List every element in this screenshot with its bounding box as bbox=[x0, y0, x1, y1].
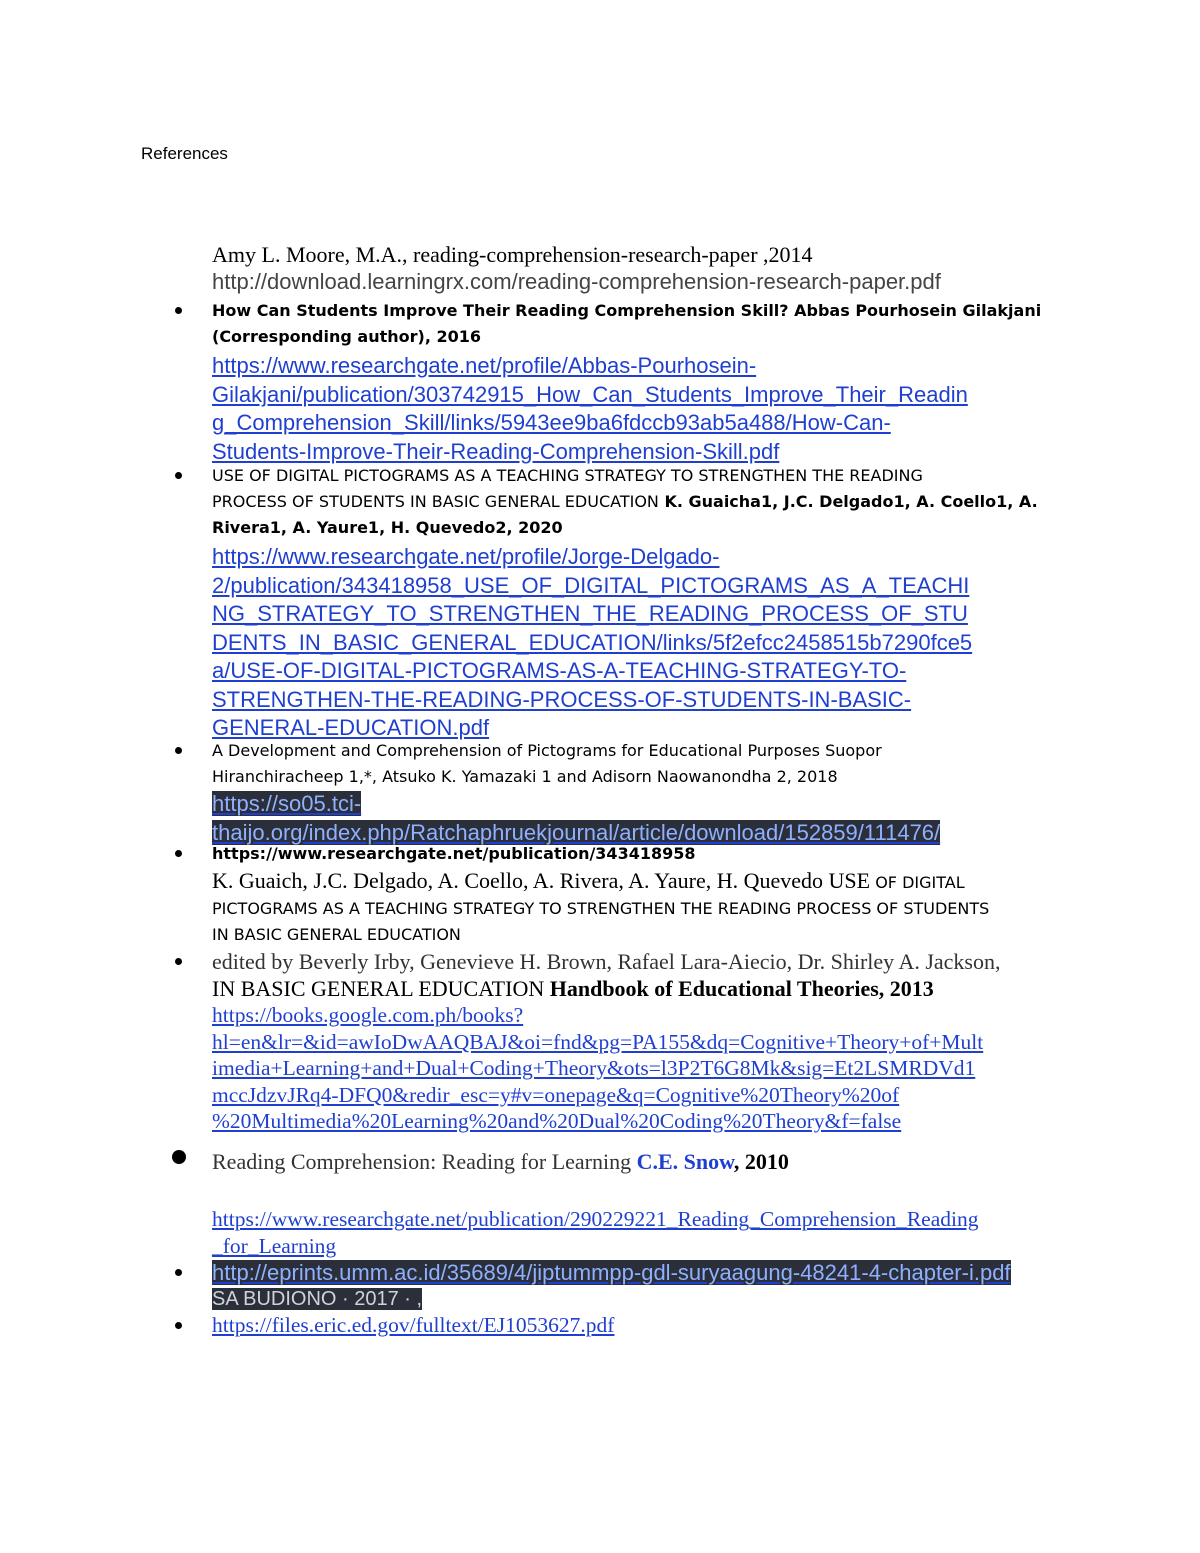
reference-item-9 bbox=[212, 1312, 1072, 1339]
bullet-icon bbox=[175, 307, 182, 314]
reference-link[interactable]: https://books.google.com.ph/books? hl=en&lr=&id=awIoDwAAQBAJ&oi=fnd&pg=PA155&dq=Cognitive+Theory+of+Mult imedia+Learning+and+Dual+Coding+Theory&ots=l3P2T6G8Mk&sig=Et2LSMRDVd1 mccJdzvJRq4-DFQ0&redir_esc=y#v=onepage&q=Cognitive%20Theory%20of %20Multimedia%20Learning%20and%20Dual%20Coding%20Theory&f=false bbox=[212, 1003, 984, 1133]
reference-text: Amy L. Moore, M.A., reading-comprehension-research-paper ,2014 bbox=[212, 242, 813, 267]
reference-item-6 bbox=[212, 948, 1072, 1135]
reference-title: OF DIGITAL bbox=[870, 873, 965, 892]
reference-item-4 bbox=[212, 738, 1072, 847]
reference-item-7 bbox=[212, 1148, 1072, 1259]
reference-title: Reading Comprehension: Reading for Learning bbox=[212, 1149, 637, 1174]
bullet-icon bbox=[175, 747, 182, 754]
reference-link[interactable]: https://www.researchgate.net/profile/Abbas-Pourhosein- Gilakjani/publication/303742915_How_Can_Students_Improve_Their_Readin g_Comprehension_Skill/links/5943ee9ba6fdccb93ab5a488/How-Can- Students-Improve-Their-Reading-Comprehension-Skill.pdf bbox=[212, 353, 968, 464]
reference-item-3 bbox=[212, 463, 1072, 743]
reference-title-cont: (Corresponding author), 2016 bbox=[212, 327, 481, 346]
bullet-icon bbox=[172, 1150, 186, 1164]
reference-url[interactable]: https://www.researchgate.net/publication/343418958 bbox=[212, 844, 696, 863]
page-title: References bbox=[141, 144, 228, 163]
reference-subtitle: IN BASIC GENERAL EDUCATION bbox=[212, 976, 550, 1001]
reference-authors: Hiranchiracheep 1,*, Atsuko K. Yamazaki 1 and Adisorn Naowanondha 2, 2018 bbox=[212, 767, 838, 786]
reference-title-cont: PICTOGRAMS AS A TEACHING STRATEGY TO STRENGTHEN THE READING PROCESS OF STUDENTS bbox=[212, 899, 990, 918]
reference-editors: edited by Beverly Irby, Genevieve H. Brown, Rafael Lara-Aiecio, Dr. Shirley A. Jackson, bbox=[212, 949, 1001, 974]
reference-item-1 bbox=[212, 241, 1072, 296]
bullet-icon bbox=[175, 1322, 182, 1329]
reference-title: USE OF DIGITAL PICTOGRAMS AS A TEACHING STRATEGY TO STRENGTHEN THE READING bbox=[212, 466, 923, 485]
reference-authors-cont: Rivera1, A. Yaure1, H. Quevedo2, 2020 bbox=[212, 518, 563, 537]
bullet-icon bbox=[175, 472, 182, 479]
reference-title: Handbook of Educational Theories, 2013 bbox=[549, 976, 934, 1001]
reference-authors: K. Guaicha1, J.C. Delgado1, A. Coello1, A. bbox=[658, 492, 1038, 511]
reference-title: A Development and Comprehension of Pictograms for Educational Purposes Suopor bbox=[212, 741, 882, 760]
reference-link[interactable]: https://files.eric.ed.gov/fulltext/EJ1053627.pdf bbox=[212, 1313, 615, 1337]
reference-note: SA BUDIONO · 2017 · , bbox=[212, 1288, 423, 1310]
reference-item-2 bbox=[212, 298, 1072, 466]
reference-title: How Can Students Improve Their Reading Comprehension Skill? Abbas Pourhosein Gilakjani bbox=[212, 301, 1042, 320]
reference-url: http://download.learningrx.com/reading-comprehension-research-paper.pdf bbox=[212, 269, 941, 294]
reference-link[interactable]: https://www.researchgate.net/publication/290229221_Reading_Comprehension_Reading _for_Learning bbox=[212, 1207, 979, 1258]
bullet-icon bbox=[175, 850, 182, 857]
reference-author: C.E. Snow bbox=[636, 1149, 734, 1174]
reference-item-5 bbox=[212, 841, 1072, 948]
reference-link[interactable]: http://eprints.umm.ac.id/35689/4/jiptummpp-gdl-suryaagung-48241-4-chapter-i.pdf bbox=[212, 1260, 1011, 1285]
bullet-icon bbox=[175, 1269, 182, 1276]
reference-item-8 bbox=[212, 1259, 1072, 1312]
reference-link[interactable]: https://www.researchgate.net/profile/Jorge-Delgado- 2/publication/343418958_USE_OF_DIGITAL_PICTOGRAMS_AS_A_TEACHI NG_STRATEGY_TO_STRENGTHEN_THE_READING_PROCESS_OF_STU DENTS_IN_BASIC_GENERAL_EDUCATION/links/5f2efcc2458515b7290fce5 a/USE-OF-DIGITAL-PICTOGRAMS-AS-A-TEACHING-STRATEGY-TO- STRENGTHEN-THE-READING-PROCESS-OF-STUDENTS-IN-BASIC- GENERAL-EDUCATION.pdf bbox=[212, 544, 973, 740]
reference-link[interactable]: https://so05.tci- thaijo.org/index.php/Ratchaphruekjournal/article/download/152859/111476/ bbox=[212, 791, 941, 845]
bullet-icon bbox=[175, 958, 182, 965]
reference-title-end: IN BASIC GENERAL EDUCATION bbox=[212, 925, 461, 944]
reference-authors: K. Guaich, J.C. Delgado, A. Coello, A. Rivera, A. Yaure, H. Quevedo USE bbox=[212, 868, 871, 893]
reference-year: , 2010 bbox=[733, 1149, 789, 1174]
reference-title-cont: PROCESS OF STUDENTS IN BASIC GENERAL EDUCATION bbox=[212, 492, 659, 511]
